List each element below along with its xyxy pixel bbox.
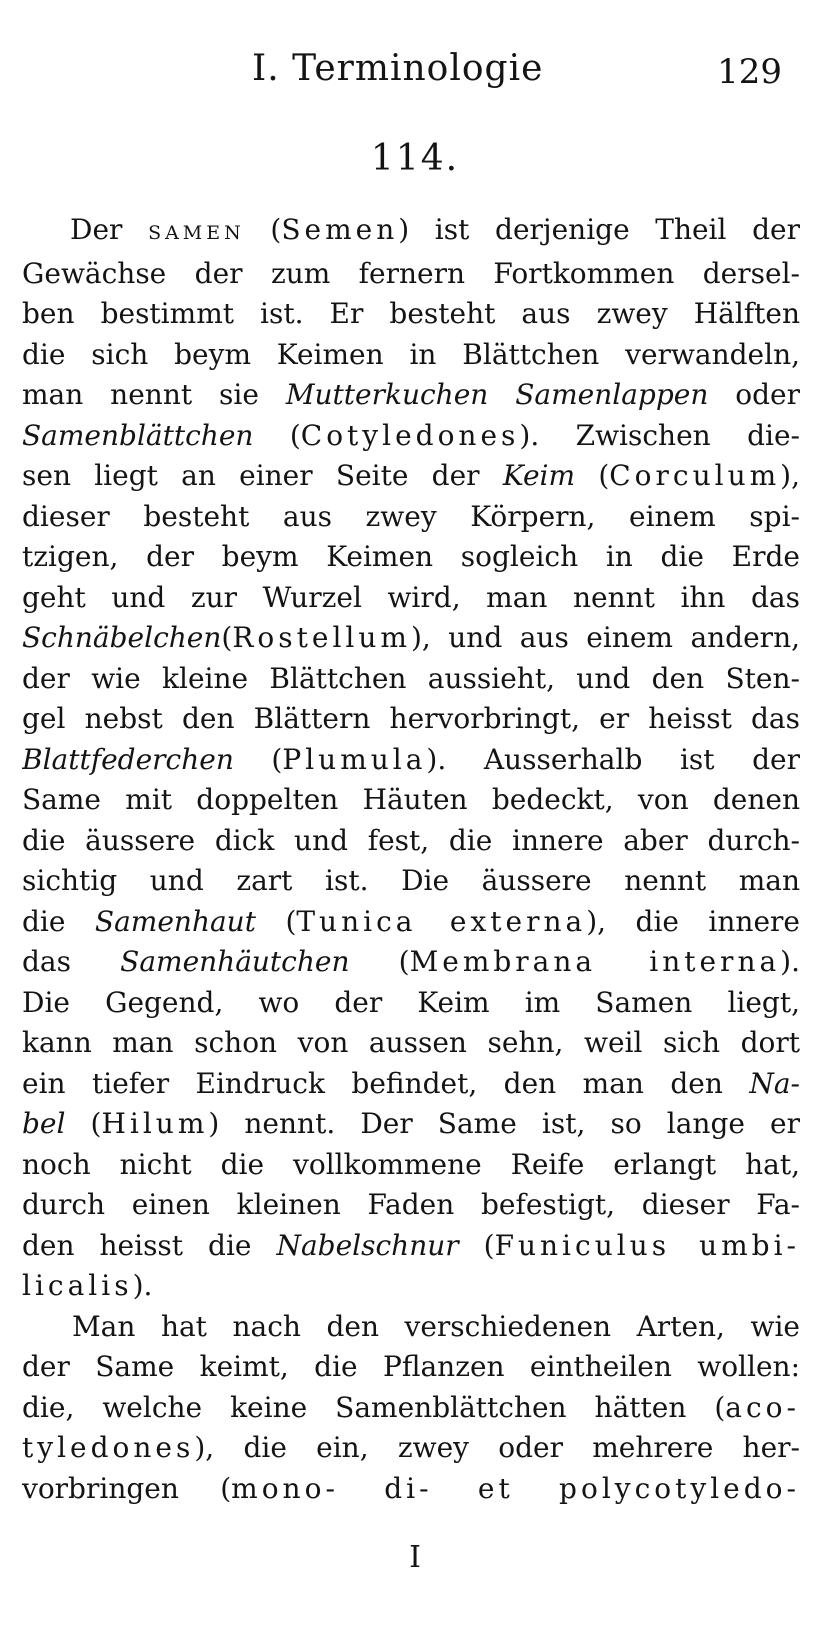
text-line: Samenblättchen (Cotyledones). Zwischen die-: [22, 418, 800, 452]
text-line: dieser besteht aus zwey Körpern, einem spi-: [22, 499, 800, 533]
text-line: ben bestimmt ist. Er besteht aus zwey Hälften: [22, 297, 800, 330]
italic-term: Samenhaut: [94, 904, 256, 938]
text-line: Schnäbelchen(Rostellum), und aus einem andern,: [22, 621, 800, 654]
chapter-title: I. Terminologie: [252, 48, 544, 89]
text-line: Der SAMEN (Semen) ist derjenige Theil der: [70, 213, 800, 246]
text-line: das Samenhäutchen (Membrana interna).: [22, 945, 800, 978]
text-line: sichtig und zart ist. Die äussere nennt man: [22, 864, 800, 897]
latin-term: tyledones: [22, 1431, 195, 1464]
text-line: die Samenhaut (Tunica externa), die innere: [22, 904, 800, 938]
text-line: die äussere dick und fest, die innere aber durch-: [22, 823, 800, 857]
text-line: kann man schon von aussen sehn, weil sich dort: [22, 1026, 800, 1059]
text-line: man nennt sie Mutterkuchen Samenlappen oder: [22, 378, 800, 411]
term-samen: SAMEN: [148, 222, 245, 244]
text-line: die sich beym Keimen in Blättchen verwandeln,: [22, 337, 800, 371]
italic-term: Schnäbelchen: [22, 621, 222, 654]
italic-term: Blattfederchen: [22, 742, 234, 776]
latin-term: mono- di- et polycotyledo-: [231, 1471, 800, 1505]
latin-term: Membrana interna: [409, 945, 781, 978]
italic-term: Na-: [749, 1066, 800, 1100]
italic-term: Samenblättchen: [22, 418, 254, 452]
body-text: [22, 210, 800, 1509]
page-number: 129: [717, 52, 782, 92]
latin-term: Tunica externa: [296, 904, 587, 938]
italic-term: bel: [22, 1107, 66, 1140]
text-line: der wie kleine Blättchen aussieht, und den Sten-: [22, 661, 800, 695]
text-line: Same mit doppelten Häuten bedeckt, von denen: [22, 783, 800, 816]
text-line: durch einen kleinen Faden befestigt, dieser Fa-: [22, 1188, 800, 1221]
text-line: Blattfederchen (Plumula). Ausserhalb ist der: [22, 742, 800, 776]
text-line: bel (Hilum) nennt. Der Same ist, so lange er: [22, 1107, 800, 1140]
text-line: den heisst die Nabelschnur (Funiculus umbi-: [22, 1228, 800, 1262]
text-line: der Same keimt, die Pflanzen eintheilen wollen:: [22, 1350, 800, 1383]
text-line: ein tiefer Eindruck befindet, den man den Na-: [22, 1066, 800, 1100]
latin-term: aco-: [725, 1390, 800, 1424]
italic-term: Nabelschnur: [276, 1228, 459, 1262]
text-line: sen liegt an einer Seite der Keim (Corculum),: [22, 459, 800, 492]
text-line: Man hat nach den verschiedenen Arten, wie: [72, 1309, 800, 1343]
latin-term: licalis: [22, 1269, 133, 1302]
italic-term: Mutterkuchen Samenlappen: [285, 378, 709, 411]
latin-term: Semen: [281, 213, 399, 246]
latin-term: Funiculus umbi-: [494, 1228, 800, 1262]
latin-term: Plumula: [282, 742, 427, 776]
text-line: die, welche keine Samenblättchen hätten (aco-: [22, 1390, 800, 1424]
text-line: Gewächse der zum fernern Fortkommen dersel-: [22, 256, 800, 290]
latin-term: Corculum: [609, 459, 781, 492]
text-line: vorbringen (mono- di- et polycotyledo-: [22, 1471, 800, 1505]
text-line: gel nebst den Blättern hervorbringt, er heisst das: [22, 702, 800, 735]
text-line: tyledones), die ein, zwey oder mehrere her-: [22, 1431, 800, 1464]
signature-mark: I: [409, 1540, 421, 1575]
italic-term: Samenhäutchen: [120, 945, 350, 978]
text-line: tzigen, der beym Keimen sogleich in die Erde: [22, 540, 800, 573]
latin-term: Rostellum: [232, 621, 411, 654]
latin-term: Cotyledones: [300, 418, 520, 452]
latin-term: Hilum: [101, 1107, 209, 1140]
text-line: geht und zur Wurzel wird, man nennt ihn das: [22, 580, 800, 614]
section-number: 114.: [370, 138, 460, 179]
text-line: noch nicht die vollkommene Reife erlangt hat,: [22, 1147, 800, 1181]
italic-term: Keim: [502, 459, 576, 492]
text-line: licalis).: [22, 1269, 153, 1302]
running-header: [0, 48, 830, 108]
text-line: Die Gegend, wo der Keim im Samen liegt,: [22, 985, 800, 1019]
